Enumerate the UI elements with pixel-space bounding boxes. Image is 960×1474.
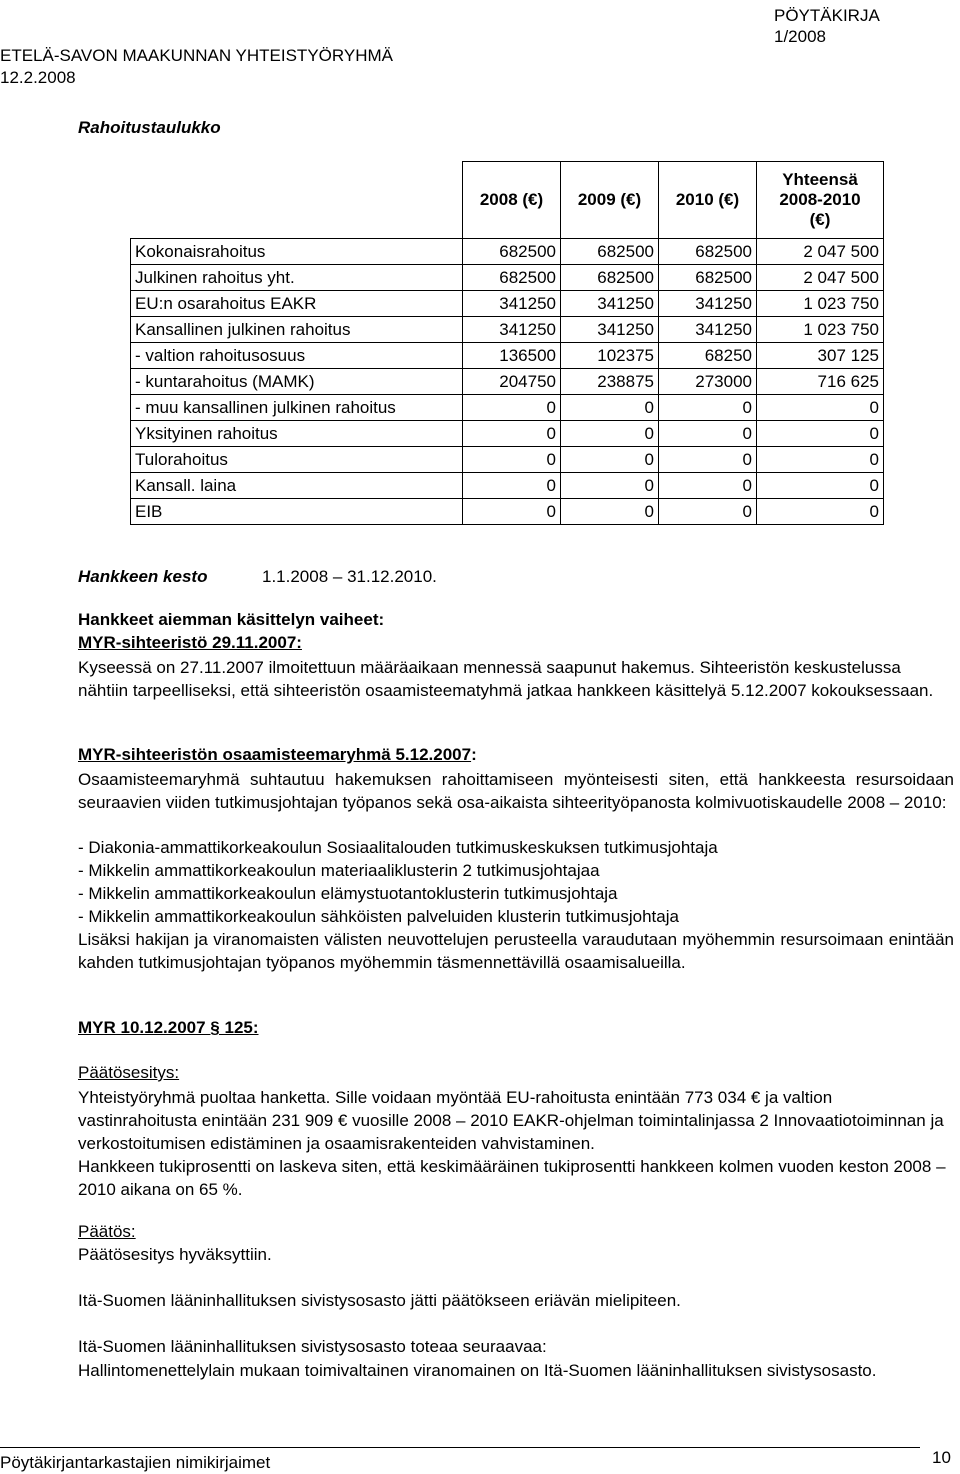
table-row [131,369,884,395]
list-item: - Mikkelin ammattikorkeakoulun elämystuotantoklusterin tutkimusjohtaja [78,884,618,903]
row-value: 341250 [561,317,659,343]
row-value: 0 [757,499,884,525]
table-row [131,239,884,265]
expert-group-extra: Lisäksi hakijan ja viranomaisten välisten neuvottelujen perusteella varaudutaan myöhemmin resursoimaan enintään kahden tutkimusjohtajan työpanos myöhemmin täsmennettävillä osaamisalueilla. [78,930,954,972]
myr-heading: MYR 10.12.2007 § 125: [78,1018,259,1037]
table-row [131,447,884,473]
organization-name: ETELÄ-SAVON MAAKUNNAN YHTEISTYÖRYHMÄ [0,46,393,65]
funding-table [130,161,884,525]
column-header-total [757,162,884,239]
row-value: 0 [463,421,561,447]
table-row [131,317,884,343]
row-value: 0 [463,473,561,499]
document-date: 12.2.2008 [0,68,76,87]
row-value: 238875 [561,369,659,395]
row-value: 716 625 [757,369,884,395]
duration-label-text: Hankkeen kesto [78,567,208,586]
row-label: - kuntarahoitus (MAMK) [131,369,463,395]
row-value: 0 [757,473,884,499]
total-header-line-3: (€) [809,210,831,229]
row-label: Kansall. laina [131,473,463,499]
expert-group-heading-colon: : [471,745,477,764]
statement-line-1: Itä-Suomen lääninhallituksen sivistysosasto toteaa seuraavaa: [78,1337,547,1356]
row-value: 1 023 750 [757,291,884,317]
proposal-label: Päätösesitys: [78,1063,180,1082]
table-row [131,499,884,525]
row-label: - valtion rahoitusosuus [131,343,463,369]
table-row [131,265,884,291]
table-row [131,291,884,317]
table-row [131,473,884,499]
history-title: Hankkeet aiemman käsittelyn vaiheet: [78,610,385,629]
row-label: EIB [131,499,463,525]
total-header-line-2: 2008-2010 [779,190,861,209]
row-value: 0 [659,421,757,447]
row-value: 682500 [561,265,659,291]
row-label: EU:n osarahoitus EAKR [131,291,463,317]
row-value: 0 [463,395,561,421]
row-label: - muu kansallinen julkinen rahoitus [131,395,463,421]
row-value: 68250 [659,343,757,369]
expert-group-heading-text: MYR-sihteeristön osaamisteemaryhmä 5.12.2007 [78,745,472,764]
proposal-paragraph-1: Yhteistyöryhmä puoltaa hanketta. Sille voidaan myöntää EU-rahoitusta enintään 773 034 € ja valtion vastinrahoitusta enintään 231 909 € vuosille 2008 – 2010 EAKR-ohjelman toimintalinjassa 2 Innovaatiotoiminnan ja verkostoitumisen edistäminen ja osaamisrakenteiden vahvistaminen. [78,1088,944,1153]
row-label: Julkinen rahoitus yht. [131,265,463,291]
column-header-2010: 2010 (€) [659,162,757,239]
row-value: 341250 [561,291,659,317]
column-header-2009: 2009 (€) [561,162,659,239]
page-number: 10 [932,1448,951,1467]
dissent-note: Itä-Suomen lääninhallituksen sivistysosasto jätti päätökseen eriävän mielipiteen. [78,1291,681,1310]
row-value: 0 [659,395,757,421]
row-value: 0 [561,447,659,473]
row-value: 1 023 750 [757,317,884,343]
list-item: - Mikkelin ammattikorkeakoulun sähköisten palveluiden klusterin tutkimusjohtaja [78,907,679,926]
secretariat-heading: MYR-sihteeristö 29.11.2007: [78,633,302,652]
row-value: 0 [659,499,757,525]
row-label: Tulorahoitus [131,447,463,473]
header-empty-cell [131,162,463,239]
list-item: - Mikkelin ammattikorkeakoulun materiaaliklusterin 2 tutkimusjohtajaa [78,861,600,880]
row-value: 204750 [463,369,561,395]
row-value: 341250 [463,317,561,343]
column-header-2008: 2008 (€) [463,162,561,239]
row-value: 0 [561,421,659,447]
row-value: 102375 [561,343,659,369]
expert-group-text: Osaamisteemaryhmä suhtautuu hakemuksen rahoittamiseen myönteisesti siten, että hankkeesta resursoidaan seuraavien viiden tutkimusjohtajan työpanos sekä osa-aikaista sihteerityöpanosta kolmivuotiskaudelle 2008 – 2010: [78,770,954,812]
section-title: Rahoitustaulukko [78,118,221,137]
decision-text: Päätösesitys hyväksyttiin. [78,1245,272,1264]
row-value: 0 [659,447,757,473]
row-value: 273000 [659,369,757,395]
row-value: 2 047 500 [757,239,884,265]
row-value: 0 [757,421,884,447]
row-value: 341250 [659,317,757,343]
expert-group-list [78,836,954,928]
document-number: 1/2008 [774,27,826,46]
expert-group-heading [78,745,477,765]
table-row [131,395,884,421]
row-value: 0 [561,395,659,421]
table-body [131,239,884,525]
row-value: 0 [561,473,659,499]
decision-label: Päätös: [78,1222,136,1241]
table-header-row [131,162,884,239]
duration-value: 1.1.2008 – 31.12.2010. [262,567,437,586]
row-value: 341250 [659,291,757,317]
list-item: - Diakonia-ammattikorkeakoulun Sosiaalitalouden tutkimuskeskuksen tutkimusjohtaja [78,838,718,857]
row-value: 136500 [463,343,561,369]
statement-line-2: Hallintomenettelylain mukaan toimivaltainen viranomainen on Itä-Suomen lääninhallituksen sivistysosasto. [78,1361,877,1380]
document-type: PÖYTÄKIRJA [774,6,880,25]
duration-label [78,567,207,587]
row-value: 0 [463,447,561,473]
row-value: 307 125 [757,343,884,369]
row-value: 682500 [463,239,561,265]
row-value: 682500 [659,239,757,265]
row-value: 682500 [561,239,659,265]
row-label: Yksityinen rahoitus [131,421,463,447]
row-label: Kansallinen julkinen rahoitus [131,317,463,343]
row-label: Kokonaisrahoitus [131,239,463,265]
proposal-paragraph-2: Hankkeen tukiprosentti on laskeva siten, että keskimääräinen tukiprosentti hankkeen kolmen vuoden keston 2008 – 2010 aikana on 65 %. [78,1157,946,1199]
row-value: 0 [561,499,659,525]
footer-initials-label: Pöytäkirjantarkastajien nimikirjaimet [0,1453,271,1472]
table-row [131,343,884,369]
row-value: 0 [757,447,884,473]
total-header-line-1: Yhteensä [782,170,858,189]
row-value: 2 047 500 [757,265,884,291]
row-value: 682500 [659,265,757,291]
footer-divider [0,1447,920,1448]
row-value: 0 [757,395,884,421]
row-value: 682500 [463,265,561,291]
row-value: 0 [463,499,561,525]
table-row [131,421,884,447]
row-value: 341250 [463,291,561,317]
secretariat-text: Kyseessä on 27.11.2007 ilmoitettuun määräaikaan mennessä saapunut hakemus. Sihteeristön keskustelussa nähtiin tarpeelliseksi, että sihteeristön osaamisteematyhmä jatkaa hankkeen käsittelyä 5.12.2007 kokouksessaan. [78,658,934,700]
row-value: 0 [659,473,757,499]
